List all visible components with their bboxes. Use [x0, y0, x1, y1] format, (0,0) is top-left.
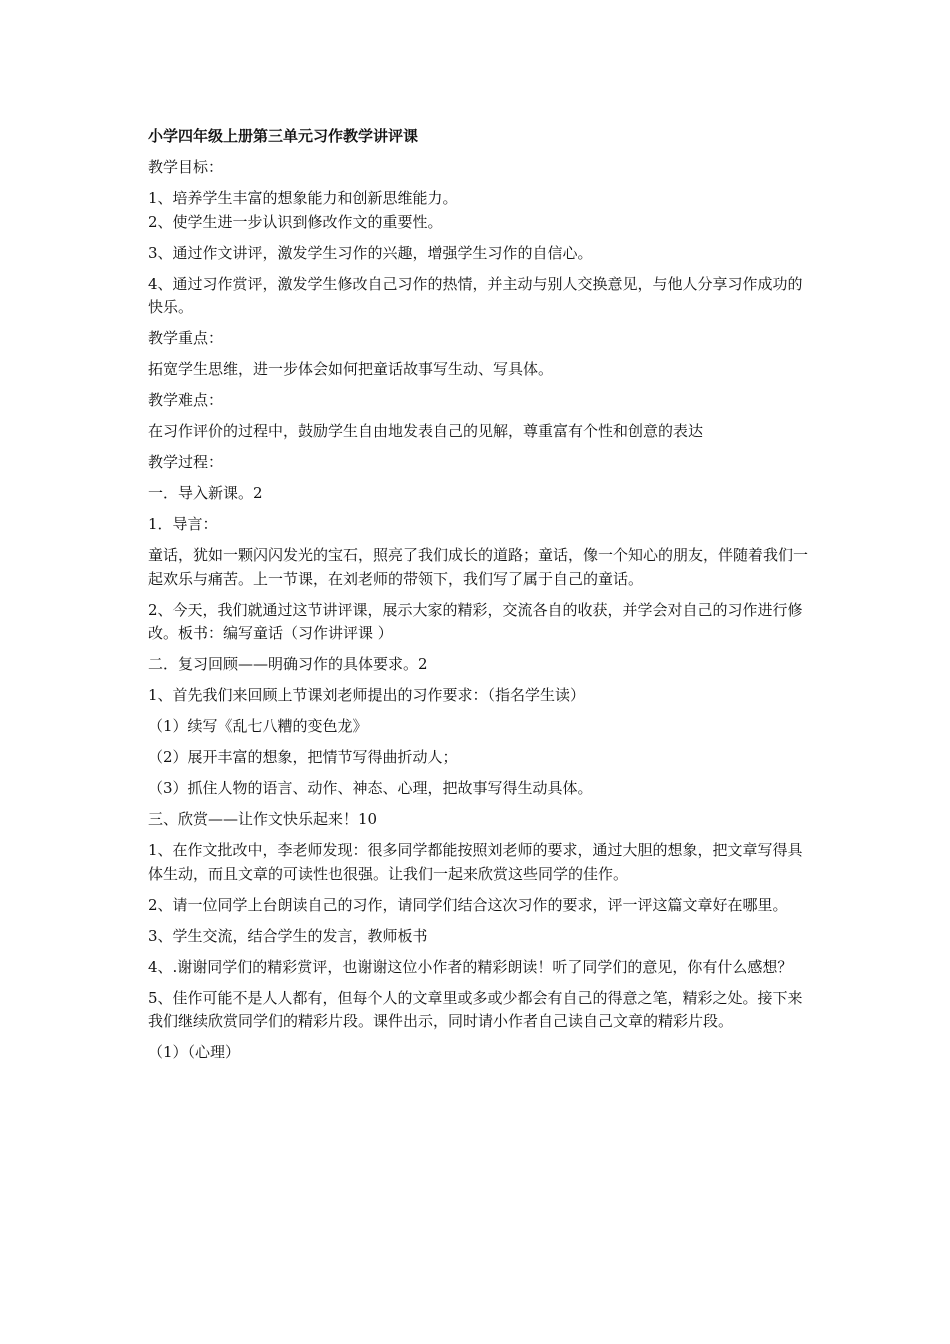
heading-key-points: 教学重点：: [148, 329, 224, 347]
goal-item-4: 4、通过习作赏评，激发学生修改自己习作的热情，并主动与别人交换意见，与他人分享习作成功的快乐。: [148, 274, 803, 316]
section-1-intro-text: 童话，犹如一颗闪闪发光的宝石，照亮了我们成长的道路；童话，像一个知心的朋友，伴随着我们一起欢乐与痛苦。上一节课，在刘老师的带领下，我们写了属于自己的童话。: [148, 546, 809, 588]
document-body: [148, 124, 813, 1072]
key-points-text: 拓宽学生思维，进一步体会如何把童话故事写生动、写具体。: [148, 360, 554, 378]
section-1-item-2: 2、今天，我们就通过这节讲评课，展示大家的精彩，交流各自的收获，并学会对自己的习作进行修改。板书：编写童话（习作讲评课 ）: [148, 600, 803, 642]
section-1-intro-label: 1．导言：: [148, 515, 218, 533]
excerpt-1-label: （1）（心理）: [148, 1043, 241, 1061]
heading-difficulties: 教学难点：: [148, 391, 224, 409]
goal-item-3: 3、通过作文讲评，激发学生习作的兴趣，增强学生习作的自信心。: [148, 243, 593, 262]
goal-item-1: 1、培养学生丰富的想象能力和创新思维能力。: [148, 189, 458, 207]
requirement-1: （1）续写《乱七八糟的变色龙》: [148, 717, 368, 735]
document-title: 小学四年级上册第三单元习作教学讲评课: [148, 127, 419, 145]
section-3-item-4: 4、.谢谢同学们的精彩赏评，也谢谢这位小作者的精彩朗读！听了同学们的意见，你有什么感想？: [148, 957, 793, 976]
goal-item-2: 2、使学生进一步认识到修改作文的重要性。: [148, 212, 443, 231]
section-3-item-1: 1、在作文批改中，李老师发现：很多同学都能按照刘老师的要求，通过大胆的想象，把文章写得具体生动，而且文章的可读性也很强。让我们一起来欣赏这些同学的佳作。: [148, 841, 803, 883]
section-3-item-2: 2、请一位同学上台朗读自己的习作，请同学们结合这次习作的要求，评一评这篇文章好在哪里。: [148, 895, 788, 914]
requirement-2: （2）展开丰富的想象，把情节写得曲折动人；: [148, 748, 458, 766]
section-2-heading: 二．复习回顾——明确习作的具体要求。2: [148, 655, 428, 673]
heading-teaching-goals: 教学目标：: [148, 158, 224, 176]
requirement-3: （3）抓住人物的语言、动作、神态、心理，把故事写得生动具体。: [148, 779, 593, 797]
section-2-item-1: 1、首先我们来回顾上节课刘老师提出的习作要求：（指名学生读）: [148, 686, 586, 704]
section-3-item-5: 5、佳作可能不是人人都有，但每个人的文章里或多或少都会有自己的得意之笔，精彩之处。接下来我们继续欣赏同学们的精彩片段。课件出示，同时请小作者自己读自己文章的精彩片段。: [148, 988, 803, 1030]
section-3-heading: 三、欣赏——让作文快乐起来！10: [148, 810, 378, 828]
difficulties-text: 在习作评价的过程中，鼓励学生自由地发表自己的见解，尊重富有个性和创意的表达: [148, 422, 704, 440]
section-1-heading: 一．导入新课。2: [148, 484, 263, 502]
heading-process: 教学过程：: [148, 453, 224, 471]
section-3-item-3: 3、学生交流，结合学生的发言，教师板书: [148, 926, 428, 945]
